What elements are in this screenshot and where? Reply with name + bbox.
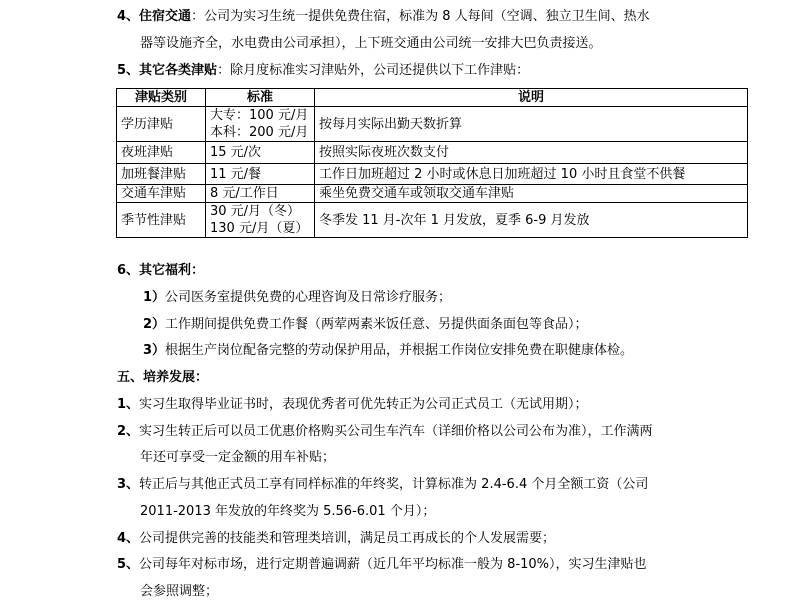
section-6-heading: [117, 262, 204, 280]
item-number: 2）: [143, 317, 166, 332]
table-row: [117, 185, 748, 203]
cell-standard: 8 元/工作日: [206, 185, 315, 203]
section-v-title: 五、培养发展：: [117, 370, 209, 385]
item-text: 工作期间提供免费工作餐（两荤两素米饭任意、另提供面条面包等食品）；: [165, 317, 588, 332]
standard-line-2: 130 元/月（夏）: [210, 221, 309, 236]
cell-description: 乘坐免费交通车或领取交通车津贴: [315, 185, 748, 203]
item-continuation: 年还可享受一定金额的用车补贴；: [140, 450, 336, 465]
item-text: 实习生取得毕业证书时，表现优秀者可优先转正为公司正式员工（无试用期）；: [139, 397, 588, 412]
section-5-number: 5、: [117, 63, 140, 78]
header-type: 津贴类别: [117, 89, 206, 107]
section-4-title: 住宿交通: [139, 9, 192, 24]
section-4-line-1: [117, 8, 650, 26]
cell-type: 学历津贴: [117, 107, 206, 142]
standard-line-1: 大专：100 元/月: [210, 108, 309, 123]
item-number: 3、: [117, 477, 140, 492]
section-5-text: ：除月度标准实习津贴外，公司还提供以下工作津贴：: [217, 63, 530, 78]
allowance-table: [116, 88, 748, 238]
section-5-title: 其它各类津贴: [139, 63, 218, 78]
cell-type: 季节性津贴: [117, 203, 206, 238]
section-v-item: [117, 476, 648, 494]
item-text: 公司提供完善的技能类和管理类培训，满足员工再成长的个人发展需要；: [139, 531, 556, 546]
section-6-item: [143, 316, 588, 334]
cell-standard: 11 元/餐: [206, 164, 315, 185]
item-number: 1）: [143, 290, 166, 305]
item-number: 1、: [117, 397, 140, 412]
standard-line-1: 30 元/月（冬）: [210, 204, 301, 219]
item-text: 公司医务室提供免费的心理咨询及日常诊疗服务；: [165, 290, 452, 305]
cell-description: 按每月实际出勤天数折算: [315, 107, 748, 142]
cell-type: 夜班津贴: [117, 142, 206, 164]
header-standard: 标准: [206, 89, 315, 107]
cell-standard: 15 元/次: [206, 142, 315, 164]
item-number: 5、: [117, 557, 140, 572]
item-text: 公司每年对标市场，进行定期普遍调薪（近几年平均标准一般为 8-10%），实习生津贴也: [139, 557, 647, 572]
section-v-item: [117, 556, 647, 574]
item-text: 根据生产岗位配备完整的劳动保护用品，并根据工作岗位安排免费在职健康体检。: [165, 343, 634, 358]
table-row: [117, 142, 748, 164]
section-v-item: [117, 530, 555, 548]
item-number: 3）: [143, 343, 166, 358]
table-header-row: [117, 89, 748, 107]
section-v-item: [117, 396, 588, 414]
section-6-item: [143, 342, 633, 360]
section-6-number: 6、: [117, 263, 140, 278]
section-4-number: 4、: [117, 9, 140, 24]
section-5-heading: [117, 62, 529, 80]
section-v-item: [117, 423, 653, 441]
item-continuation: 会参照调整；: [140, 584, 219, 599]
cell-description: 工作日加班超过 2 小时或休息日加班超过 10 小时且食堂不供餐: [315, 164, 748, 185]
cell-type: 交通车津贴: [117, 185, 206, 203]
item-continuation: 2011-2013 年发放的年终奖为 5.56-6.01 个月）；: [140, 504, 436, 519]
cell-standard: [206, 203, 315, 238]
cell-description: 冬季发 11 月-次年 1 月发放，夏季 6-9 月发放: [315, 203, 748, 238]
section-6-item: [143, 289, 451, 307]
item-text: 实习生转正后可以员工优惠价格购买公司生车汽车（详细价格以公司公布为准），工作满两: [139, 424, 653, 439]
section-6-colon: ：: [191, 263, 205, 278]
header-description: 说明: [315, 89, 748, 107]
section-4-text-1: ：公司为实习生统一提供免费住宿，标准为 8 人每间（空调、独立卫生间、热水: [191, 9, 650, 24]
standard-line-2: 本科：200 元/月: [210, 125, 309, 140]
cell-description: 按照实际夜班次数支付: [315, 142, 748, 164]
section-6-title: 其它福利: [139, 263, 192, 278]
table-row: [117, 164, 748, 185]
cell-type: 加班餐津贴: [117, 164, 206, 185]
cell-standard: [206, 107, 315, 142]
item-text: 转正后与其他正式员工享有同样标准的年终奖，计算标准为 2.4-6.4 个月全额工资（公司: [139, 477, 649, 492]
table-row: [117, 203, 748, 238]
section-4-text-2: 器等设施齐全，水电费由公司承担），上下班交通由公司统一安排大巴负责接送。: [140, 36, 602, 51]
item-number: 4、: [117, 531, 140, 546]
item-number: 2、: [117, 424, 140, 439]
table-row: [117, 107, 748, 142]
